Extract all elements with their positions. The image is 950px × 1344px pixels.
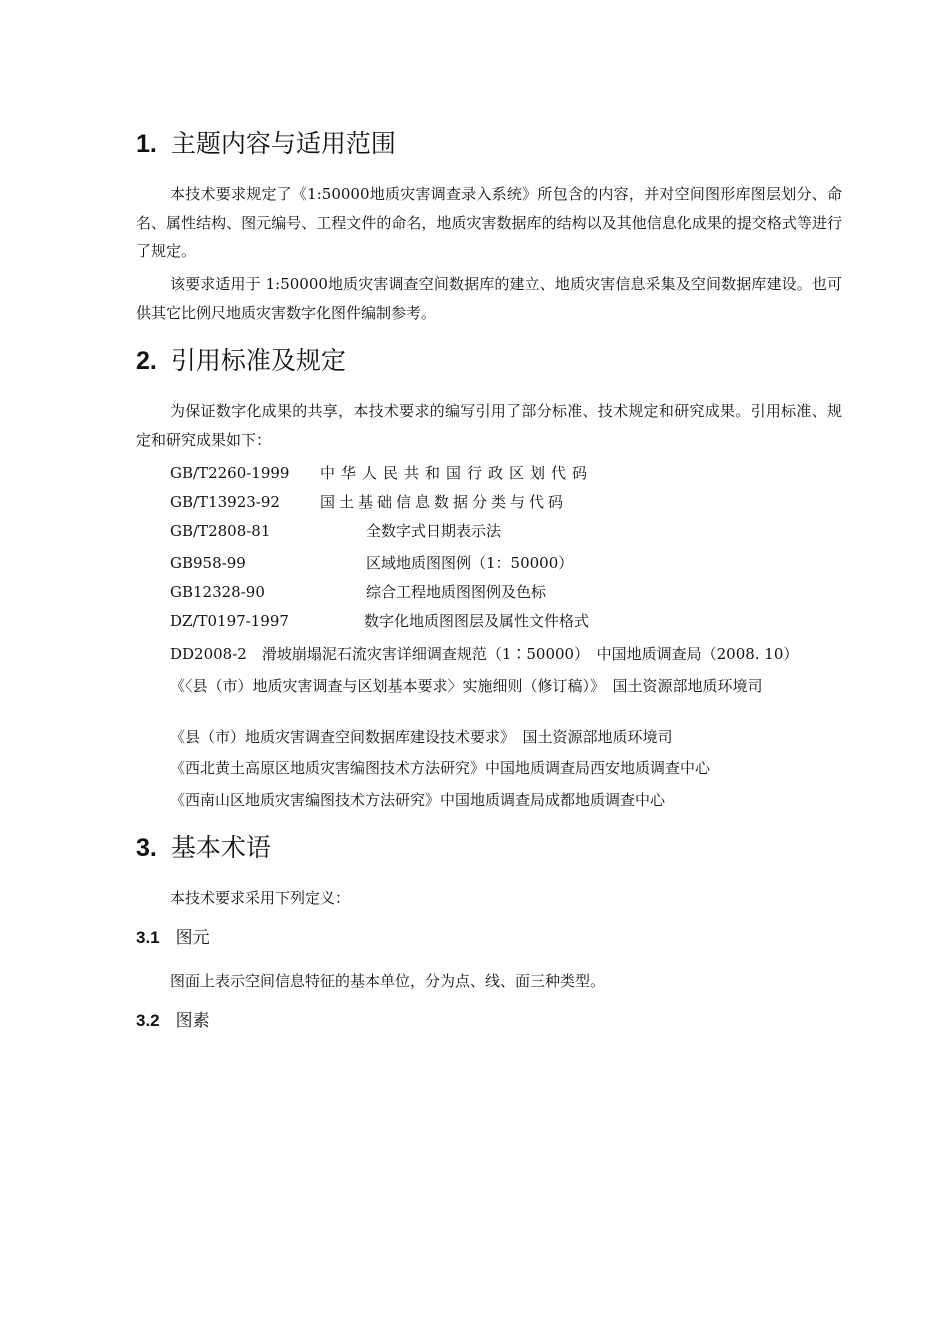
section-number: 1. <box>136 130 157 158</box>
standard-item <box>170 521 501 541</box>
standard-name: 综合工程地质图图例及色标 <box>366 583 547 601</box>
section-title: 基本术语 <box>170 833 271 862</box>
section-2-heading <box>136 346 346 376</box>
section-3-intro: 本技术要求采用下列定义： <box>170 889 351 907</box>
subsection-title: 图元 <box>175 928 210 948</box>
standard-item <box>170 611 589 631</box>
section-2-intro: 为保证数字化成果的共享，本技术要求的编写引用了部分标准、技术规定和研究成果。引用标准、规定和研究成果如下： <box>136 402 842 449</box>
standard-code: GB/T2260-1999 <box>170 464 290 482</box>
section-1-heading <box>136 129 396 159</box>
subsection-number: 3.2 <box>136 1011 160 1030</box>
reference-item: DD2008-2 滑坡崩塌泥石流灾害详细调查规范（1∶50000） 中国地质调查局（2008. 10） <box>170 645 799 663</box>
standard-code: DZ/T0197-1997 <box>170 612 289 630</box>
subsection-3-2-heading <box>136 1010 210 1032</box>
standard-code: GB12328-90 <box>170 583 265 601</box>
section-1-paragraph-2: 该要求适用于 1:50000地质灾害调查空间数据库的建立、地质灾害信息采集及空间数据库建设。也可供其它比例尺地质灾害数字化图件编制参考。 <box>136 275 842 322</box>
section-title: 引用标准及规定 <box>170 346 346 375</box>
standard-name: 国土基础信息数据分类与代码 <box>320 493 568 511</box>
standard-code: GB958-99 <box>170 554 246 572</box>
subsection-3-1-heading <box>136 927 210 949</box>
subsection-title: 图素 <box>175 1011 210 1031</box>
reference-item: 《西南山区地质灾害编图技术方法研究》中国地质调查局成都地质调查中心 <box>170 791 666 809</box>
standard-item <box>170 553 573 573</box>
standard-name: 区域地质图图例（1：50000） <box>366 554 574 572</box>
section-title: 主题内容与适用范围 <box>170 129 396 158</box>
subsection-3-1-text: 图面上表示空间信息特征的基本单位，分为点、线、面三种类型。 <box>170 972 606 990</box>
reference-item: 《〈县（市）地质灾害调查与区划基本要求〉实施细则（修订稿）》 国土资源部地质环境司 <box>170 677 763 695</box>
standard-code: GB/T13923-92 <box>170 493 280 511</box>
standard-name: 数字化地质图图层及属性文件格式 <box>364 612 590 630</box>
standard-code: GB/T2808-81 <box>170 522 271 540</box>
reference-item: 《县（市）地质灾害调查空间数据库建设技术要求》 国土资源部地质环境司 <box>170 728 673 746</box>
section-number: 3. <box>136 834 157 862</box>
section-number: 2. <box>136 347 157 375</box>
subsection-number: 3.1 <box>136 928 160 947</box>
standard-item <box>170 492 567 512</box>
standard-item <box>170 582 546 602</box>
standard-item <box>170 463 593 483</box>
standard-name: 全数字式日期表示法 <box>366 522 502 540</box>
section-1-paragraph-1: 本技术要求规定了《1:50000地质灾害调查录入系统》所包含的内容，并对空间图形库图层划分、命名、属性结构、图元编号、工程文件的命名，地质灾害数据库的结构以及其他信息化成果的提交格式等进行了规定。 <box>136 185 842 260</box>
standard-name: 中华人民共和国行政区划代码 <box>320 464 594 482</box>
reference-item: 《西北黄土高原区地质灾害编图技术方法研究》中国地质调查局西安地质调查中心 <box>170 759 711 777</box>
section-3-heading <box>136 833 271 863</box>
